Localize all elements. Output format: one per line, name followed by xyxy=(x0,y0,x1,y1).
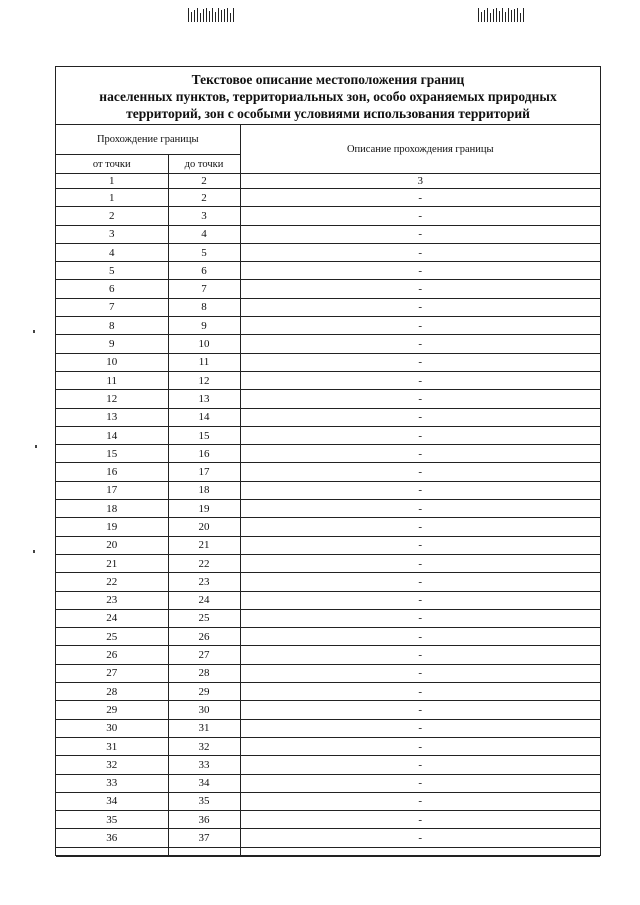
table-row xyxy=(56,445,600,463)
cell-from-point: 19 xyxy=(56,518,168,536)
cell-from-point: 30 xyxy=(56,719,168,737)
cell-to-point: 23 xyxy=(168,573,240,591)
cell-description: - xyxy=(240,664,600,682)
cell-to-point: 10 xyxy=(168,335,240,353)
spacer-cell xyxy=(56,847,168,856)
cell-to-point: 35 xyxy=(168,792,240,810)
barcode-bar xyxy=(224,9,225,22)
barcode-bar xyxy=(194,10,195,22)
cell-from-point: 23 xyxy=(56,591,168,609)
table-row xyxy=(56,426,600,444)
cell-from-point: 24 xyxy=(56,609,168,627)
cell-to-point: 6 xyxy=(168,262,240,280)
table-row xyxy=(56,719,600,737)
cell-to-point: 30 xyxy=(168,701,240,719)
scan-barcode-mark xyxy=(478,8,524,22)
cell-description: - xyxy=(240,701,600,719)
cell-description: - xyxy=(240,792,600,810)
table-row xyxy=(56,628,600,646)
cell-to-point: 7 xyxy=(168,280,240,298)
barcode-bar xyxy=(481,12,482,22)
barcode-bar xyxy=(484,10,485,22)
cell-from-point: 8 xyxy=(56,317,168,335)
table-row xyxy=(56,408,600,426)
cell-description: - xyxy=(240,353,600,371)
scan-speck xyxy=(33,550,35,553)
table-row xyxy=(56,280,600,298)
cell-from-point: 16 xyxy=(56,463,168,481)
cell-from-point: 34 xyxy=(56,792,168,810)
barcode-bar xyxy=(191,12,192,22)
cell-description: - xyxy=(240,628,600,646)
cell-description: - xyxy=(240,317,600,335)
barcode-bar xyxy=(523,8,524,22)
cell-from-point: 26 xyxy=(56,646,168,664)
cell-description: - xyxy=(240,554,600,572)
header-description: Описание прохождения границы xyxy=(240,125,600,174)
cell-from-point: 25 xyxy=(56,628,168,646)
table-row xyxy=(56,463,600,481)
barcode-bar xyxy=(188,8,189,22)
table-row xyxy=(56,189,600,207)
cell-from-point: 2 xyxy=(56,207,168,225)
cell-from-point: 5 xyxy=(56,262,168,280)
cell-to-point: 21 xyxy=(168,536,240,554)
cell-from-point: 21 xyxy=(56,554,168,572)
table-row xyxy=(56,554,600,572)
cell-from-point: 29 xyxy=(56,701,168,719)
cell-to-point: 26 xyxy=(168,628,240,646)
barcode-bar xyxy=(206,8,207,22)
cell-description: - xyxy=(240,500,600,518)
cell-description: - xyxy=(240,737,600,755)
cell-description: - xyxy=(240,756,600,774)
cell-to-point: 11 xyxy=(168,353,240,371)
cell-description: - xyxy=(240,426,600,444)
cell-from-point: 10 xyxy=(56,353,168,371)
cell-description: - xyxy=(240,536,600,554)
cell-from-point: 18 xyxy=(56,500,168,518)
cell-from-point: 22 xyxy=(56,573,168,591)
cell-from-point: 33 xyxy=(56,774,168,792)
table-row xyxy=(56,518,600,536)
cell-from-point: 32 xyxy=(56,756,168,774)
cell-to-point: 37 xyxy=(168,829,240,847)
table-row xyxy=(56,481,600,499)
scan-barcode-mark xyxy=(188,8,234,22)
cell-from-point: 12 xyxy=(56,390,168,408)
cell-description: - xyxy=(240,481,600,499)
header-boundary-pass: Прохождение границы xyxy=(56,125,240,155)
table-row xyxy=(56,792,600,810)
cell-to-point: 5 xyxy=(168,243,240,261)
cell-description: - xyxy=(240,518,600,536)
table-row xyxy=(56,225,600,243)
cell-description: - xyxy=(240,207,600,225)
cell-from-point: 20 xyxy=(56,536,168,554)
cell-to-point: 31 xyxy=(168,719,240,737)
scan-speck xyxy=(35,445,37,448)
cell-description: - xyxy=(240,463,600,481)
cell-description: - xyxy=(240,445,600,463)
table-row xyxy=(56,811,600,829)
header-from-point: от точки xyxy=(56,155,168,174)
spacer-cell xyxy=(240,847,600,856)
barcode-bar xyxy=(496,8,497,22)
cell-from-point: 14 xyxy=(56,426,168,444)
barcode-bar xyxy=(487,8,488,22)
barcode-bar xyxy=(478,8,479,22)
table-row xyxy=(56,536,600,554)
spacer-cell xyxy=(168,847,240,856)
cell-from-point: 27 xyxy=(56,664,168,682)
cell-description: - xyxy=(240,683,600,701)
cell-to-point: 34 xyxy=(168,774,240,792)
table-row xyxy=(56,774,600,792)
cell-to-point: 29 xyxy=(168,683,240,701)
barcode-bar xyxy=(493,9,494,22)
cell-description: - xyxy=(240,646,600,664)
cell-description: - xyxy=(240,829,600,847)
cell-to-point: 28 xyxy=(168,664,240,682)
document-title xyxy=(56,67,600,125)
boundary-table-sheet xyxy=(55,66,601,856)
cell-description: - xyxy=(240,609,600,627)
barcode-bar xyxy=(230,13,231,22)
column-number: 1 xyxy=(56,174,168,189)
barcode-bar xyxy=(508,8,509,22)
cell-description: - xyxy=(240,262,600,280)
barcode-bar xyxy=(218,8,219,22)
cell-from-point: 15 xyxy=(56,445,168,463)
cell-description: - xyxy=(240,774,600,792)
table-row xyxy=(56,262,600,280)
cell-to-point: 4 xyxy=(168,225,240,243)
cell-to-point: 8 xyxy=(168,298,240,316)
cell-to-point: 16 xyxy=(168,445,240,463)
barcode-bar xyxy=(200,13,201,22)
cell-from-point: 28 xyxy=(56,683,168,701)
cell-description: - xyxy=(240,573,600,591)
table-row xyxy=(56,500,600,518)
cell-to-point: 36 xyxy=(168,811,240,829)
table-row xyxy=(56,207,600,225)
cell-from-point: 11 xyxy=(56,371,168,389)
title-line: населенных пунктов, территориальных зон, особо охраняемых природных xyxy=(99,89,557,104)
cell-description: - xyxy=(240,189,600,207)
table-row xyxy=(56,683,600,701)
barcode-bar xyxy=(209,11,210,22)
cell-from-point: 31 xyxy=(56,737,168,755)
table-row xyxy=(56,371,600,389)
cell-to-point: 27 xyxy=(168,646,240,664)
cell-to-point: 20 xyxy=(168,518,240,536)
cell-to-point: 14 xyxy=(168,408,240,426)
cell-to-point: 18 xyxy=(168,481,240,499)
cell-to-point: 13 xyxy=(168,390,240,408)
scan-speck xyxy=(33,330,35,333)
table-footer-spacer xyxy=(56,847,600,856)
table-row xyxy=(56,390,600,408)
cell-from-point: 9 xyxy=(56,335,168,353)
barcode-bar xyxy=(514,9,515,22)
table-row xyxy=(56,737,600,755)
cell-to-point: 12 xyxy=(168,371,240,389)
boundary-table xyxy=(56,125,600,857)
table-row xyxy=(56,317,600,335)
table-row xyxy=(56,298,600,316)
cell-to-point: 3 xyxy=(168,207,240,225)
title-line: территорий, зон с особыми условиями использования территорий xyxy=(126,106,530,121)
cell-to-point: 33 xyxy=(168,756,240,774)
cell-to-point: 2 xyxy=(168,189,240,207)
barcode-bar xyxy=(227,8,228,22)
title-line: Текстовое описание местоположения границ xyxy=(191,72,465,87)
table-row xyxy=(56,591,600,609)
cell-to-point: 9 xyxy=(168,317,240,335)
header-to-point: до точки xyxy=(168,155,240,174)
barcode-bar xyxy=(505,12,506,22)
barcode-bar xyxy=(502,8,503,22)
barcode-bar xyxy=(215,12,216,22)
cell-description: - xyxy=(240,811,600,829)
cell-from-point: 4 xyxy=(56,243,168,261)
table-row xyxy=(56,646,600,664)
barcode-bar xyxy=(517,8,518,22)
cell-description: - xyxy=(240,371,600,389)
barcode-bar xyxy=(221,10,222,22)
cell-from-point: 6 xyxy=(56,280,168,298)
cell-to-point: 19 xyxy=(168,500,240,518)
table-row xyxy=(56,701,600,719)
cell-description: - xyxy=(240,591,600,609)
cell-to-point: 17 xyxy=(168,463,240,481)
barcode-bar xyxy=(511,10,512,22)
table-row xyxy=(56,335,600,353)
table-row xyxy=(56,756,600,774)
table-row xyxy=(56,573,600,591)
table-row xyxy=(56,243,600,261)
cell-to-point: 32 xyxy=(168,737,240,755)
cell-from-point: 35 xyxy=(56,811,168,829)
cell-from-point: 1 xyxy=(56,189,168,207)
cell-description: - xyxy=(240,390,600,408)
table-row xyxy=(56,664,600,682)
barcode-bar xyxy=(499,11,500,22)
column-number: 3 xyxy=(240,174,600,189)
table-row xyxy=(56,353,600,371)
cell-from-point: 13 xyxy=(56,408,168,426)
table-row xyxy=(56,609,600,627)
cell-description: - xyxy=(240,243,600,261)
barcode-bar xyxy=(212,8,213,22)
cell-from-point: 7 xyxy=(56,298,168,316)
barcode-bar xyxy=(197,8,198,22)
cell-from-point: 3 xyxy=(56,225,168,243)
cell-to-point: 25 xyxy=(168,609,240,627)
cell-to-point: 24 xyxy=(168,591,240,609)
barcode-bar xyxy=(203,9,204,22)
cell-description: - xyxy=(240,335,600,353)
cell-from-point: 36 xyxy=(56,829,168,847)
cell-description: - xyxy=(240,280,600,298)
cell-description: - xyxy=(240,298,600,316)
cell-description: - xyxy=(240,225,600,243)
barcode-bar xyxy=(490,13,491,22)
barcode-bar xyxy=(233,8,234,22)
cell-from-point: 17 xyxy=(56,481,168,499)
cell-to-point: 15 xyxy=(168,426,240,444)
column-number: 2 xyxy=(168,174,240,189)
cell-description: - xyxy=(240,408,600,426)
table-row xyxy=(56,829,600,847)
cell-to-point: 22 xyxy=(168,554,240,572)
cell-description: - xyxy=(240,719,600,737)
barcode-bar xyxy=(520,13,521,22)
